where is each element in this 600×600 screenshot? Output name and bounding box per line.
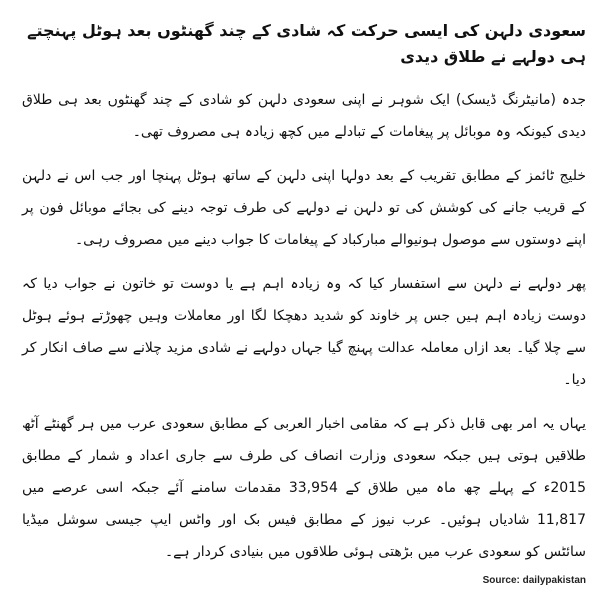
source-credit: Source: dailypakistan xyxy=(482,575,586,586)
article-paragraph-3: پھر دولہے نے دلہن سے استفسار کیا کہ وہ زیادہ اہم ہے یا دوست تو خاتون نے جواب دیا کہ دوست زیادہ اہم ہیں جس پر خاوند کو شدید دھچکا لگا اور معاملات وہیں چھوڑتے ہوئے ہوٹل سے چلا گیا۔ بعد ازاں معاملہ عدالت پہنچ گیا جہاں دولہے نے شادی مزید چلانے سے صاف انکار کر دیا۔ xyxy=(22,276,586,388)
article-paragraph-1: جدہ (مانیٹرنگ ڈیسک) ایک شوہر نے اپنی سعودی دلہن کو شادی کے چند گھنٹوں بعد ہی طلاق دیدی کیونکہ وہ موبائل پر پیغامات کے تبادلے میں کچھ زیادہ ہی مصروف تھی۔ xyxy=(22,92,586,140)
article-headline: سعودی دلہن کی ایسی حرکت کہ شادی کے چند گھنٹوں بعد ہوٹل پہنچتے ہی دولہے نے طلاق دیدی xyxy=(27,21,586,66)
article-paragraph-4: یہاں یہ امر بھی قابل ذکر ہے کہ مقامی اخبار العربی کے مطابق سعودی عرب میں ہر گھنٹے آٹھ طلاقیں ہوتی ہیں جبکہ سعودی وزارت انصاف کی طرف سے جاری اعداد و شمار کے مطابق 2015ء کے پہلے چھ ماہ میں طلاق کے 33,954 مقدمات سامنے آئے جبکہ اسی عرصے میں 11,817 شادیاں ہوئیں۔ عرب نیوز کے مطابق فیس بک اور واٹس ایپ جیسی سوشل میڈیا سائٹس کو سعودی عرب میں بڑھتی ہوئی طلاقوں میں بنیادی کردار ہے۔ xyxy=(22,416,586,560)
article-paragraph-2: خلیج ٹائمز کے مطابق تقریب کے بعد دولہا اپنی دلہن کے ساتھ ہوٹل پہنچا اور جب اس نے دلہن کے قریب جانے کی کوشش کی تو دلہن نے دولہے کی طرف توجہ دینے کی بجائے موبائل فون پر اپنے دوستوں سے موصول ہونیوالے مبارکباد کے پیغامات کا جواب دینے میں مصروف رہی۔ xyxy=(22,168,586,248)
article-body xyxy=(22,18,586,580)
